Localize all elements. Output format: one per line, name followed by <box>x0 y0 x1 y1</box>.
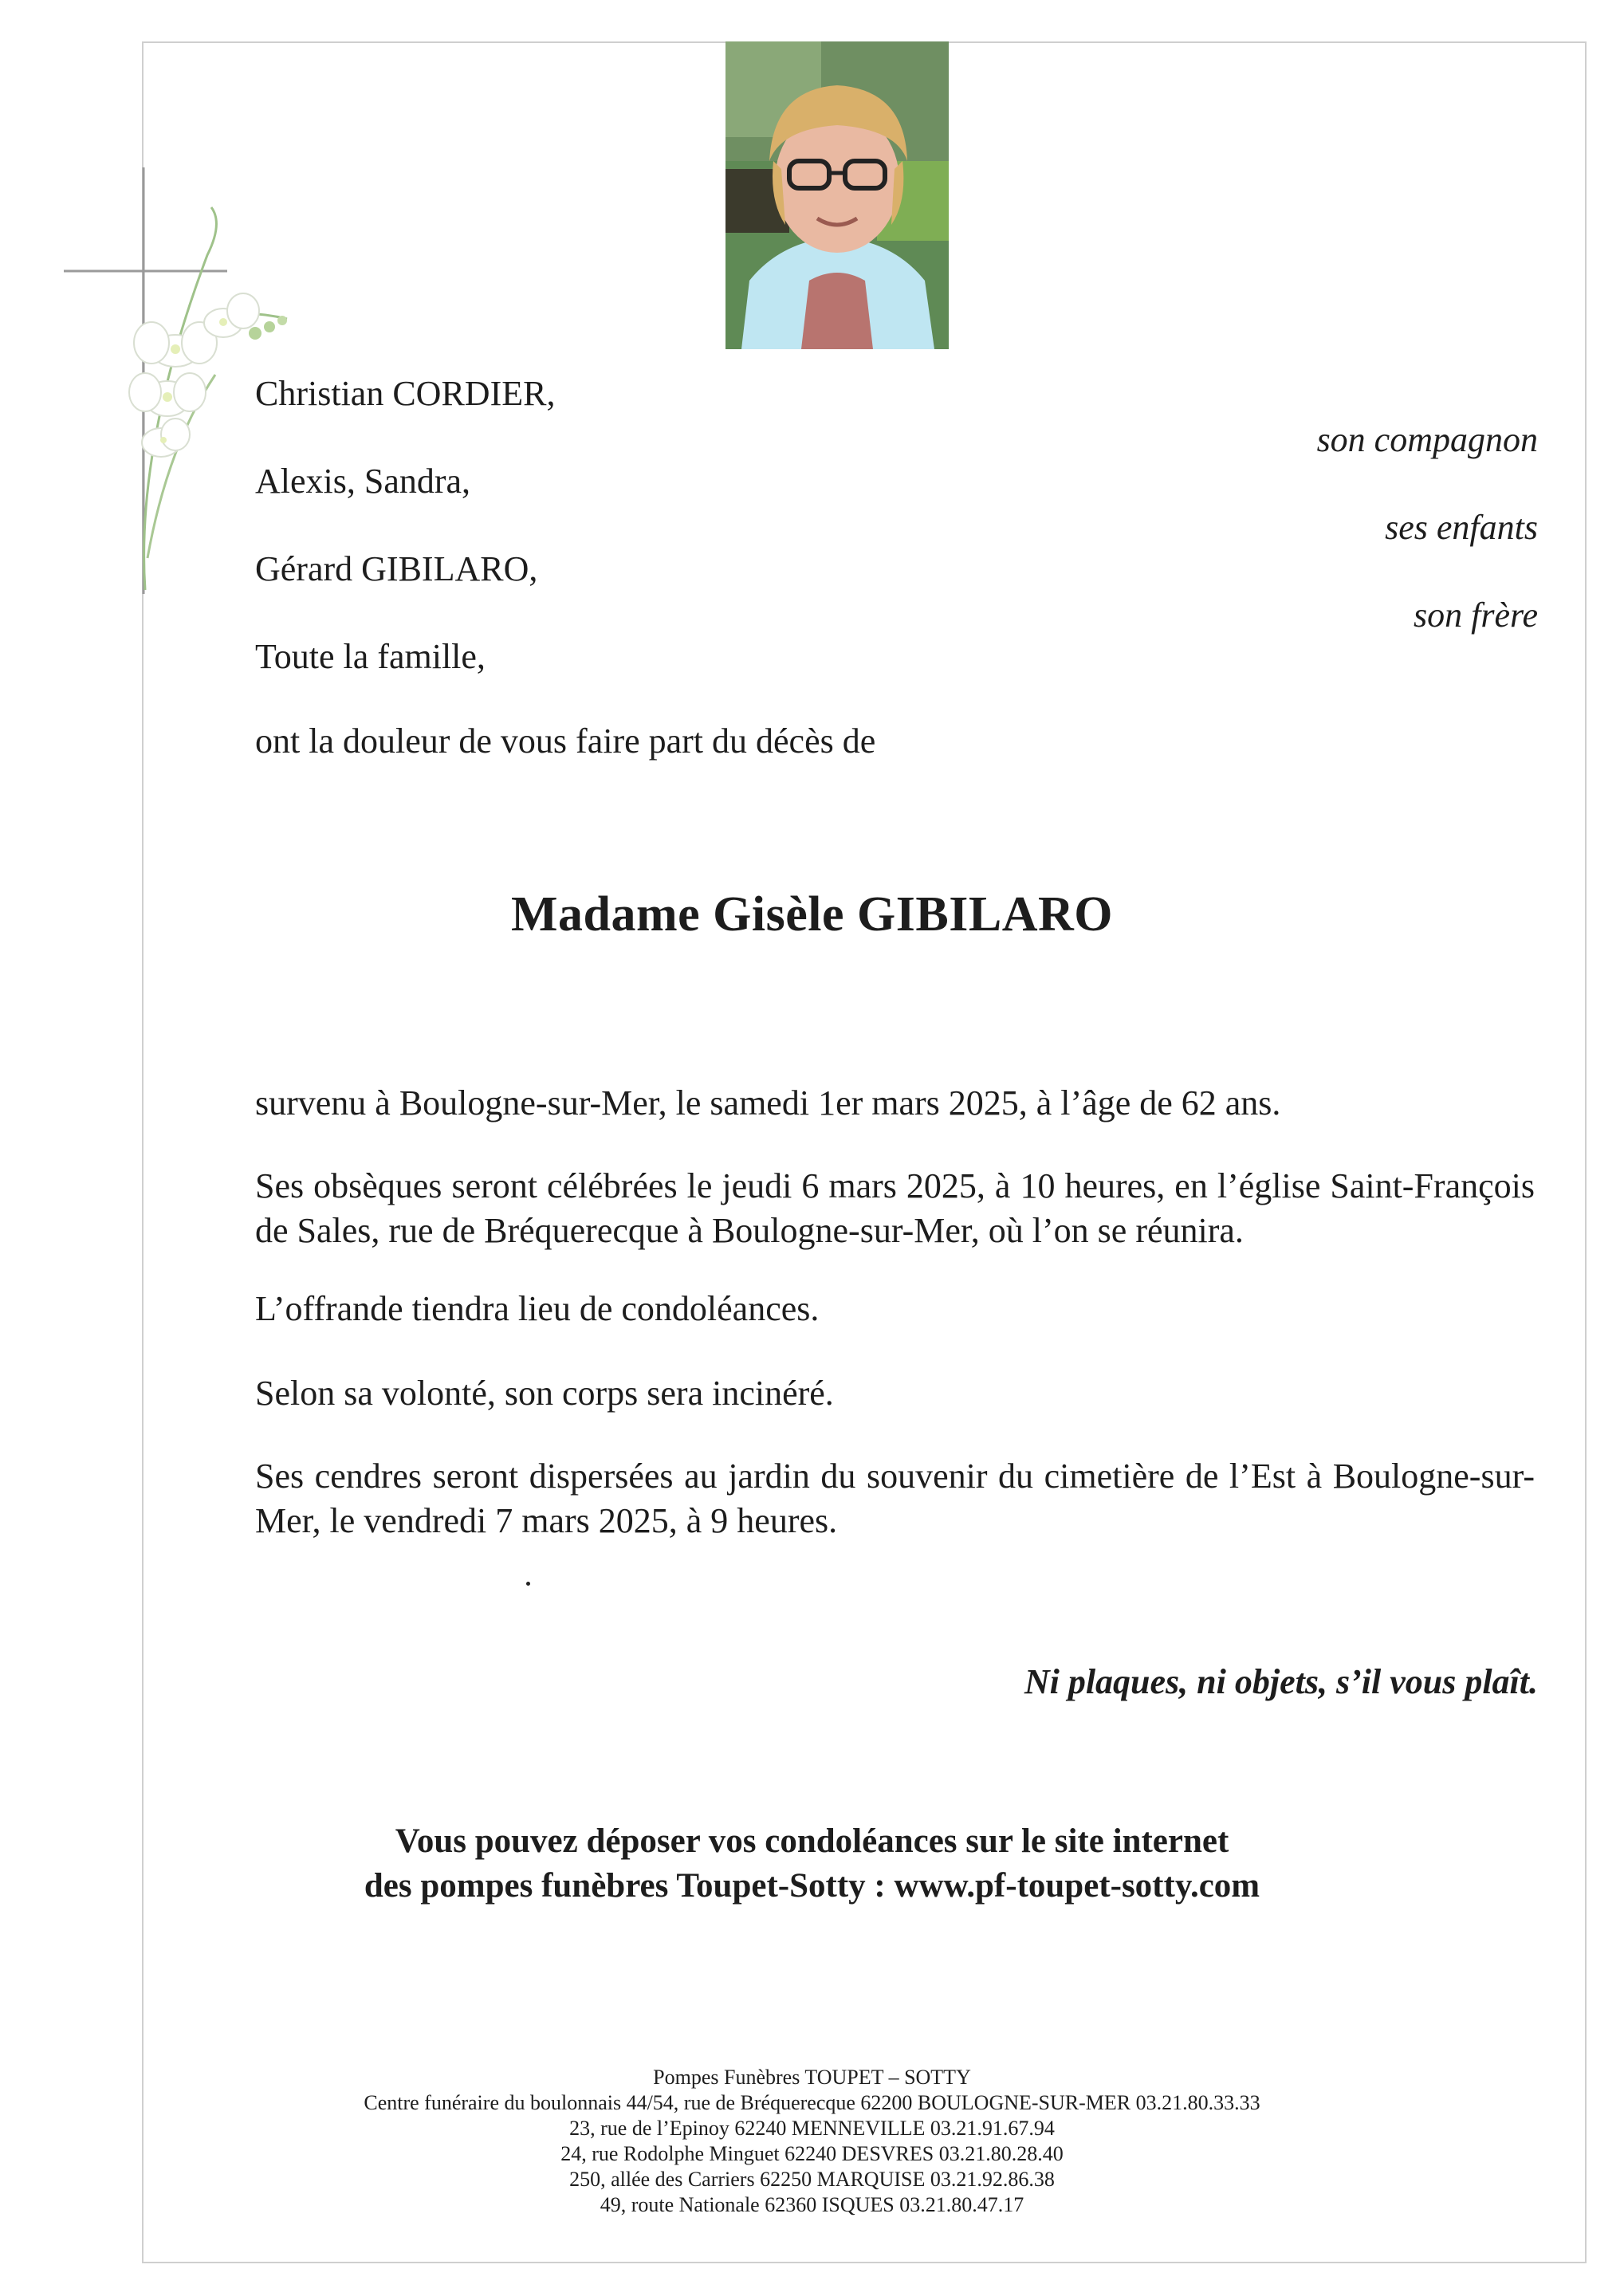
family-relation: son frère <box>1413 596 1538 635</box>
stray-mark <box>526 1582 530 1586</box>
family-member-name: Alexis, Sandra, <box>255 462 471 501</box>
offering-paragraph: L’offrande tiendra lieu de condoléances. <box>255 1289 820 1328</box>
ashes-paragraph: Ses cendres seront dispersées au jardin du souvenir du cimetière de l’Est à Boulogne-sur-Mer, le vendredi 7 mars 2025, à 9 heures. <box>255 1457 1535 1540</box>
funeral-paragraph: Ses obsèques seront célébrées le jeudi 6 mars 2025, à 10 heures, en l’église Saint-François de Sales, rue de Bréquerecque à Boulogne-sur-Mer, où l’on se réunira. <box>255 1166 1535 1250</box>
cremation-paragraph: Selon sa volonté, son corps sera incinéré. <box>255 1374 834 1413</box>
footer-company: Pompes Funèbres TOUPET – SOTTY <box>653 2066 971 2089</box>
funeral-home-footer <box>0 2065 1624 2218</box>
condolences-line: Vous pouvez déposer vos condoléances sur le site internet <box>395 1822 1229 1860</box>
family-relation: ses enfants <box>1385 508 1538 547</box>
family-member-name: Gérard GIBILARO, <box>255 549 538 588</box>
closing-request: Ni plaques, ni objets, s’il vous plaît. <box>1024 1662 1538 1701</box>
condolences-notice <box>0 1819 1624 1909</box>
condolences-line: des pompes funèbres Toupet-Sotty : www.pf-toupet-sotty.com <box>364 1867 1260 1905</box>
deceased-name: Madame Gisèle GIBILARO <box>511 887 1113 942</box>
footer-address: 23, rue de l’Epinoy 62240 MENNEVILLE 03.21.91.67.94 <box>569 2117 1055 2140</box>
family-relation: son compagnon <box>1316 420 1538 459</box>
portrait-photo <box>725 41 949 349</box>
family-member-name: Toute la famille, <box>255 637 486 676</box>
footer-address: Centre funéraire du boulonnais 44/54, rue de Bréquerecque 62200 BOULOGNE-SUR-MER 03.21.80.33.33 <box>364 2091 1260 2114</box>
announcement-text: ont la douleur de vous faire part du décès de <box>255 721 876 761</box>
footer-address: 250, allée des Carriers 62250 MARQUISE 03.21.92.86.38 <box>569 2168 1055 2191</box>
family-member-name: Christian CORDIER, <box>255 374 556 413</box>
death-details-paragraph: survenu à Boulogne-sur-Mer, le samedi 1er mars 2025, à l’âge de 62 ans. <box>255 1083 1281 1122</box>
footer-address: 49, route Nationale 62360 ISQUES 03.21.80.47.17 <box>600 2193 1024 2216</box>
footer-address: 24, rue Rodolphe Minguet 62240 DESVRES 03.21.80.28.40 <box>560 2142 1064 2165</box>
